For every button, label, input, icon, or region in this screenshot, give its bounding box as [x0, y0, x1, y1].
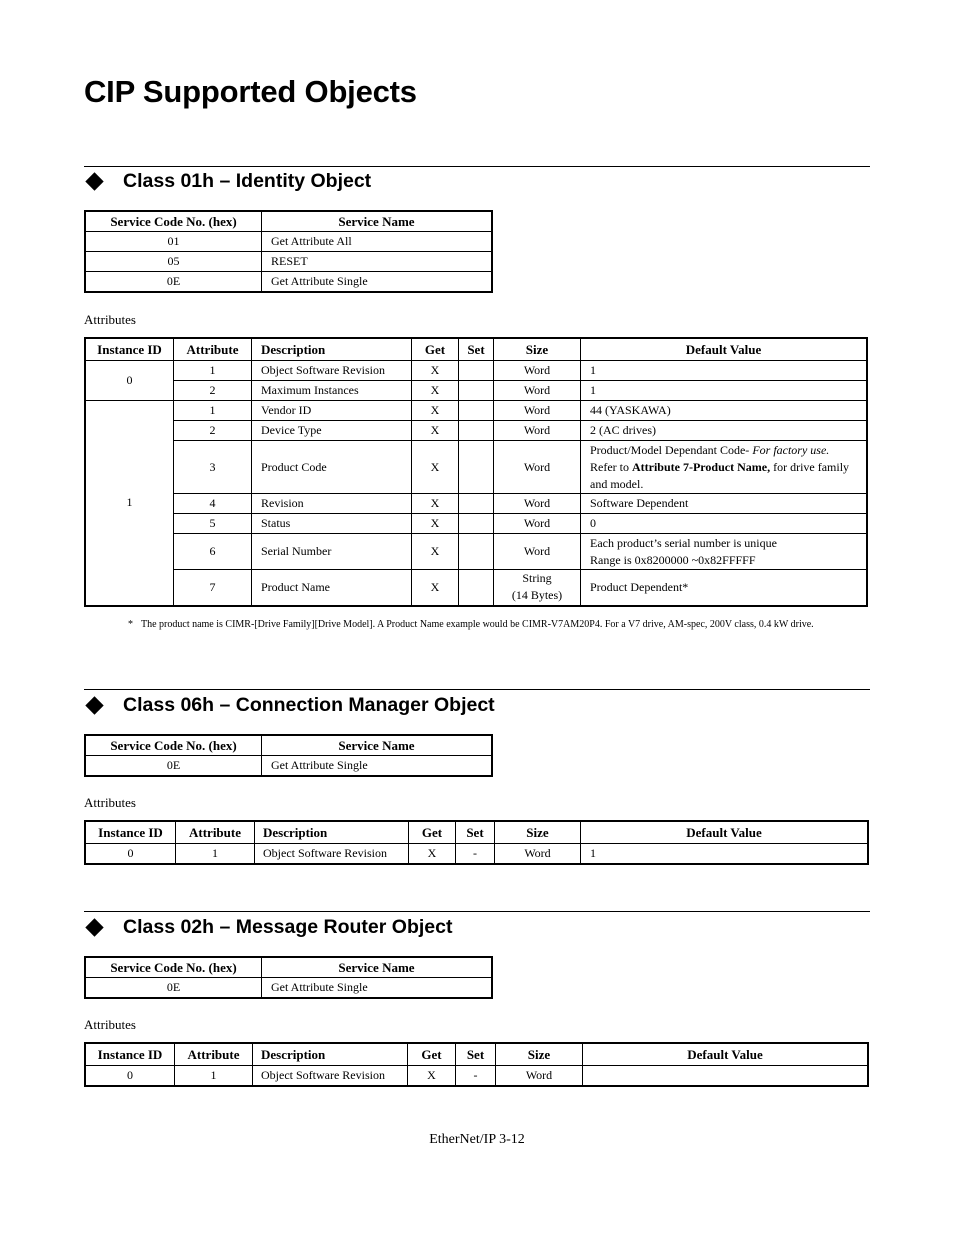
section-heading-text: Class 01h – Identity Object	[123, 170, 372, 192]
size: Word	[494, 381, 581, 401]
default-italic-text: For factory use.	[752, 442, 830, 457]
description: Maximum Instances	[252, 381, 412, 401]
table-row	[85, 252, 492, 272]
set-flag	[459, 401, 494, 421]
header-service-code: Service Code No. (hex)	[85, 957, 262, 978]
header-service-code: Service Code No. (hex)	[85, 211, 262, 232]
table-row	[85, 534, 867, 570]
get-flag: X	[412, 534, 459, 570]
attribute-number: 2	[174, 381, 252, 401]
get-flag: X	[412, 441, 459, 494]
attribute-number: 1	[174, 401, 252, 421]
attribute-number: 7	[174, 570, 252, 606]
service-code: 0E	[85, 978, 262, 999]
table-row	[85, 514, 867, 534]
attribute-number: 2	[174, 421, 252, 441]
section-heading-text: Class 02h – Message Router Object	[123, 916, 453, 938]
description: Vendor ID	[252, 401, 412, 421]
header-service-name: Service Name	[262, 735, 493, 756]
service-code: 0E	[85, 756, 262, 777]
size-text: (14 Bytes)	[511, 588, 563, 603]
diamond-bullet-icon	[85, 172, 103, 190]
footnote-text: The product name is CIMR-[Drive Family][Drive Model]. A Product Name example would be CIMR-V7AM20P4. For a V7 drive, AM-spec, 200V class, 0.4 kW drive.	[141, 619, 814, 630]
get-flag: X	[412, 421, 459, 441]
set-flag	[459, 421, 494, 441]
description: Product Code	[252, 441, 412, 494]
header-get: Get	[408, 1043, 456, 1066]
table-row	[85, 844, 868, 865]
header-service-code: Service Code No. (hex)	[85, 735, 262, 756]
description: Status	[252, 514, 412, 534]
service-name: RESET	[262, 252, 493, 272]
section-divider	[84, 689, 870, 690]
set-flag	[459, 570, 494, 606]
size: Word	[494, 534, 581, 570]
table-row	[85, 272, 492, 293]
service-table-class02	[84, 956, 493, 999]
section-heading-text: Class 06h – Connection Manager Object	[123, 694, 495, 716]
size-text: String	[522, 571, 552, 586]
default-value: 1	[581, 844, 869, 865]
get-flag: X	[412, 570, 459, 606]
description: Revision	[252, 494, 412, 514]
header-description: Description	[253, 1043, 408, 1066]
default-text: Each product’s serial number is unique	[590, 535, 777, 550]
attributes-label: Attributes	[84, 312, 136, 327]
attribute-table-class01	[84, 337, 868, 607]
header-default-value: Default Value	[581, 338, 868, 361]
default-value: 1	[581, 381, 868, 401]
header-attribute: Attribute	[175, 1043, 253, 1066]
footnote	[128, 619, 868, 630]
get-flag: X	[408, 1066, 456, 1087]
header-set: Set	[456, 821, 495, 844]
section-heading-class02	[84, 916, 452, 939]
set-flag	[459, 494, 494, 514]
description: Object Software Revision	[255, 844, 409, 865]
size: Word	[494, 421, 581, 441]
get-flag: X	[409, 844, 456, 865]
size: Word	[494, 361, 581, 381]
header-description: Description	[252, 338, 412, 361]
header-size: Size	[496, 1043, 583, 1066]
service-name: Get Attribute All	[262, 232, 493, 252]
header-description: Description	[255, 821, 409, 844]
attributes-label: Attributes	[84, 1017, 136, 1032]
attribute-table-class02	[84, 1042, 869, 1087]
header-size: Size	[495, 821, 581, 844]
table-row	[85, 401, 867, 421]
description: Serial Number	[252, 534, 412, 570]
table-row	[85, 1066, 868, 1087]
size: Word	[494, 514, 581, 534]
section-divider	[84, 911, 870, 912]
get-flag: X	[412, 494, 459, 514]
default-text: for drive family and model.	[590, 459, 850, 491]
attribute-number: 5	[174, 514, 252, 534]
table-row	[85, 570, 867, 606]
set-flag	[459, 361, 494, 381]
size: Word	[494, 441, 581, 494]
table-row	[85, 421, 867, 441]
service-table-class01	[84, 210, 493, 293]
description: Product Name	[252, 570, 412, 606]
service-name: Get Attribute Single	[262, 272, 493, 293]
table-row	[85, 494, 867, 514]
attributes-label: Attributes	[84, 795, 136, 810]
set-flag: -	[456, 1066, 496, 1087]
default-text: Product/Model Dependant Code-	[590, 442, 753, 457]
get-flag: X	[412, 401, 459, 421]
service-code: 0E	[85, 272, 262, 293]
section-divider	[84, 166, 870, 167]
default-value	[581, 534, 868, 570]
default-value: 0	[581, 514, 868, 534]
table-row	[85, 756, 492, 777]
default-value: 44 (YASKAWA)	[581, 401, 868, 421]
header-default-value: Default Value	[581, 821, 869, 844]
default-value	[583, 1066, 869, 1087]
attribute-number: 1	[174, 361, 252, 381]
default-text: Refer to	[590, 459, 632, 474]
header-service-name: Service Name	[262, 211, 493, 232]
set-flag	[459, 441, 494, 494]
header-get: Get	[409, 821, 456, 844]
attribute-number: 3	[174, 441, 252, 494]
get-flag: X	[412, 514, 459, 534]
default-bold-text: Attribute 7-Product Name,	[631, 459, 771, 474]
size: Word	[495, 844, 581, 865]
table-row	[85, 232, 492, 252]
table-row	[85, 361, 867, 381]
header-service-name: Service Name	[262, 957, 493, 978]
attribute-number: 1	[176, 844, 255, 865]
diamond-bullet-icon	[85, 918, 103, 936]
header-instance-id: Instance ID	[85, 821, 176, 844]
attribute-table-class06	[84, 820, 869, 865]
instance-id: 1	[85, 401, 174, 606]
get-flag: X	[412, 381, 459, 401]
header-default-value: Default Value	[583, 1043, 869, 1066]
service-table-class06	[84, 734, 493, 777]
instance-id: 0	[85, 1066, 175, 1087]
service-name: Get Attribute Single	[262, 756, 493, 777]
header-get: Get	[412, 338, 459, 361]
description: Device Type	[252, 421, 412, 441]
set-flag	[459, 514, 494, 534]
size	[494, 570, 581, 606]
description: Object Software Revision	[253, 1066, 408, 1087]
service-code: 01	[85, 232, 262, 252]
header-attribute: Attribute	[176, 821, 255, 844]
footnote-marker: *	[128, 619, 133, 630]
attribute-number: 1	[175, 1066, 253, 1087]
default-text: Range is 0x8200000 ~0x82FFFFF	[590, 552, 756, 567]
table-row	[85, 441, 867, 494]
default-value	[581, 441, 868, 494]
instance-id: 0	[85, 844, 176, 865]
header-size: Size	[494, 338, 581, 361]
header-set: Set	[459, 338, 494, 361]
get-flag: X	[412, 361, 459, 381]
default-value: 1	[581, 361, 868, 381]
description: Object Software Revision	[252, 361, 412, 381]
attribute-number: 4	[174, 494, 252, 514]
table-row	[85, 978, 492, 999]
header-instance-id: Instance ID	[85, 1043, 175, 1066]
default-value: Software Dependent	[581, 494, 868, 514]
set-flag	[459, 534, 494, 570]
set-flag: -	[456, 844, 495, 865]
page-title: CIP Supported Objects	[84, 74, 417, 109]
instance-id: 0	[85, 361, 174, 401]
section-heading-class06	[84, 694, 495, 717]
section-heading-class01	[84, 170, 371, 193]
table-row	[85, 381, 867, 401]
default-value: 2 (AC drives)	[581, 421, 868, 441]
diamond-bullet-icon	[85, 696, 103, 714]
header-set: Set	[456, 1043, 496, 1066]
size: Word	[496, 1066, 583, 1087]
set-flag	[459, 381, 494, 401]
service-code: 05	[85, 252, 262, 272]
attribute-number: 6	[174, 534, 252, 570]
default-value: Product Dependent*	[581, 570, 868, 606]
page-footer: EtherNet/IP 3-12	[429, 1132, 525, 1147]
service-name: Get Attribute Single	[262, 978, 493, 999]
size: Word	[494, 401, 581, 421]
header-instance-id: Instance ID	[85, 338, 174, 361]
header-attribute: Attribute	[174, 338, 252, 361]
size: Word	[494, 494, 581, 514]
